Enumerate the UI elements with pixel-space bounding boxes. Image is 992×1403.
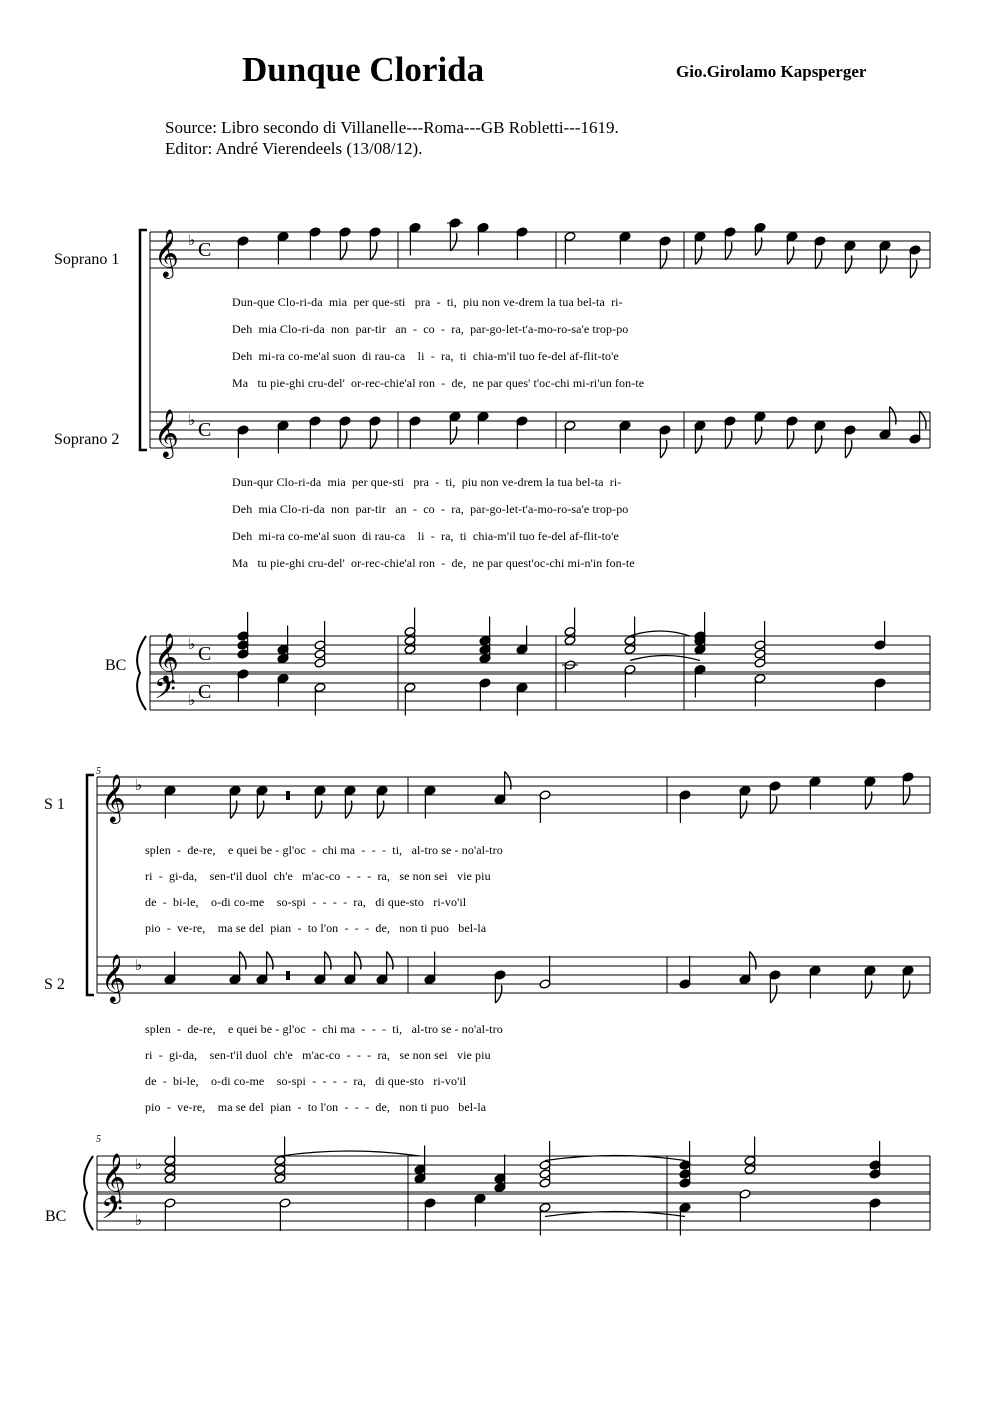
soprano1-label: Soprano 1: [54, 251, 120, 268]
note-flag: [257, 801, 263, 819]
s2-lyric-verse-4-sys2: pio - ve-re, ma se del pian - to l'on - - - de, non ti puo bel-la: [145, 1100, 487, 1114]
s2-lyric-verse-1-sys2: splen - de-re, e quei be - gl'oc - chi ma - - - ti, al-tro se - no'al-tro: [145, 1022, 503, 1036]
note-flag: [890, 407, 896, 425]
note-flag: [755, 427, 761, 445]
staff-bracket-sys2: [87, 775, 94, 995]
note-flag: [370, 431, 376, 449]
note-flag: [845, 256, 851, 274]
note-flag: [815, 251, 821, 269]
s1-lyric-verse-4-sys2: pio - ve-re, ma se del pian - to l'on - - - de, non ti puo bel-la: [145, 921, 487, 935]
note-flag: [845, 440, 851, 458]
source-line: Source: Libro secondo di Villanelle---Roma---GB Robletti---1619.: [165, 118, 619, 137]
note-flag: [725, 242, 731, 260]
flat-sign: ♭: [188, 411, 196, 429]
note-flag: [865, 981, 871, 999]
s1-lyric-verse-3-sys2: de - bi-le, o-di co-me so-spi - - - - ra, di que-sto ri-vo'il: [145, 895, 467, 909]
bass-clef: 𝄢: [101, 1193, 123, 1233]
note-flag: [750, 952, 756, 970]
note-flag: [345, 801, 351, 819]
s2-lyric-verse-1: Dun-qur Clo-ri-da mia per que-sti pra - ti, piu non ve-drem la tua bel-ta ri-: [232, 475, 622, 489]
note-flag: [903, 981, 909, 999]
note-flag: [910, 260, 916, 278]
note-flag: [377, 801, 383, 819]
note-flag: [880, 256, 886, 274]
treble-clef: 𝄞: [101, 773, 126, 822]
soprano2-label: Soprano 2: [54, 431, 120, 448]
piano-brace: [137, 636, 146, 710]
note-flag: [355, 952, 361, 970]
measure-number-5: 5: [96, 766, 101, 777]
note-flag: [740, 801, 746, 819]
note-flag: [240, 952, 246, 970]
piano-brace-sys2: [84, 1156, 93, 1230]
flat-sign: ♭: [135, 776, 143, 794]
note-flag: [660, 440, 666, 458]
time-signature: C: [198, 643, 212, 665]
time-signature: C: [198, 419, 212, 441]
s1-lyric-verse-1-sys2: splen - de-re, e quei be - gl'oc - chi ma - - - ti, al-tro se - no'al-tro: [145, 843, 503, 857]
treble-clef: 𝄞: [154, 228, 179, 277]
note-flag: [340, 431, 346, 449]
s2-lyric-verse-4: Ma tu pie-ghi cru-del' or-rec-chie'al ron - de, ne par quest'oc-chi mi-n'in fon-te: [232, 556, 635, 570]
rest: [286, 791, 290, 800]
s1-lyric-verse-4: Ma tu pie-ghi cru-del' or-rec-chie'al ron - de, ne par ques' t'oc-chi mi-ri'un fon-te: [232, 376, 645, 390]
flat-sign: ♭: [188, 635, 196, 653]
note-flag: [725, 431, 731, 449]
time-signature: C: [198, 239, 212, 261]
s2-lyric-verse-2-sys2: ri - gi-da, sen-t'il duol ch'e m'ac-co - - - ra, se non sei vie piu: [145, 1048, 491, 1062]
s2-lyric-verse-2: Deh mia Clo-ri-da non par-tir an - co - ra, par-go-let-t'a-mo-ro-sa'e trop-po: [232, 502, 629, 516]
note-flag: [267, 952, 273, 970]
flat-sign: ♭: [135, 956, 143, 974]
bass-clef: 𝄢: [154, 673, 176, 713]
treble-clef: 𝄞: [154, 632, 179, 681]
flat-sign: ♭: [188, 691, 196, 709]
treble-clef: 𝄞: [154, 408, 179, 457]
note-flag: [495, 985, 501, 1003]
note-flag: [770, 985, 776, 1003]
note-flag: [230, 801, 236, 819]
composer-name: Gio.Girolamo Kapsperger: [676, 62, 867, 81]
treble-clef: 𝄞: [101, 953, 126, 1002]
note-flag: [370, 242, 376, 260]
note-flag: [755, 238, 761, 256]
s1-lyric-verse-2: Deh mia Clo-ri-da non par-tir an - co - ra, par-go-let-t'a-mo-ro-sa'e trop-po: [232, 322, 629, 336]
note-flag: [787, 431, 793, 449]
s1-lyric-verse-1: Dun-que Clo-ri-da mia per que-sti pra - ti, piu non ve-drem la tua bel-ta ri-: [232, 295, 623, 309]
time-signature: C: [198, 681, 212, 703]
note-flag: [865, 792, 871, 810]
flat-sign: ♭: [135, 1155, 143, 1173]
measure-number-5-bc: 5: [96, 1134, 101, 1145]
staff-bracket: [140, 230, 147, 450]
tie: [280, 1151, 420, 1156]
flat-sign: ♭: [188, 231, 196, 249]
note-flag: [903, 787, 909, 805]
bc-label-2: BC: [45, 1208, 67, 1225]
tie: [630, 631, 690, 636]
note-flag: [695, 436, 701, 454]
note-flag: [340, 242, 346, 260]
note-flag: [815, 436, 821, 454]
s2-lyric-verse-3-sys2: de - bi-le, o-di co-me so-spi - - - - ra, di que-sto ri-vo'il: [145, 1074, 467, 1088]
s1-lyric-verse-3: Deh mi-ra co-me'al suon di rau-ca li - ra, ti chia-m'il tuo fe-del af-flit-to'e: [232, 349, 619, 363]
note-flag: [315, 801, 321, 819]
rest: [286, 971, 290, 980]
note-flag: [505, 772, 511, 790]
piece-title: Dunque Clorida: [242, 50, 485, 89]
note-flag: [787, 247, 793, 265]
s1-label: S 1: [44, 796, 65, 813]
note-flag: [770, 796, 776, 814]
editor-line: Editor: André Vierendeels (13/08/12).: [165, 139, 423, 158]
note-flag: [387, 952, 393, 970]
s2-lyric-verse-3: Deh mi-ra co-me'al suon di rau-ca li - ra, ti chia-m'il tuo fe-del af-flit-to'e: [232, 529, 619, 543]
s2-label: S 2: [44, 976, 65, 993]
s1-lyric-verse-2-sys2: ri - gi-da, sen-t'il duol ch'e m'ac-co - - - ra, se non sei vie piu: [145, 869, 491, 883]
note-flag: [450, 427, 456, 445]
note-flag: [695, 247, 701, 265]
note-flag: [325, 952, 331, 970]
bc-label: BC: [105, 657, 127, 674]
note-flag: [920, 411, 926, 429]
note-flag: [660, 251, 666, 269]
note-flag: [450, 233, 456, 251]
tie: [630, 656, 700, 661]
treble-clef: 𝄞: [101, 1152, 126, 1201]
flat-sign: ♭: [135, 1211, 143, 1229]
